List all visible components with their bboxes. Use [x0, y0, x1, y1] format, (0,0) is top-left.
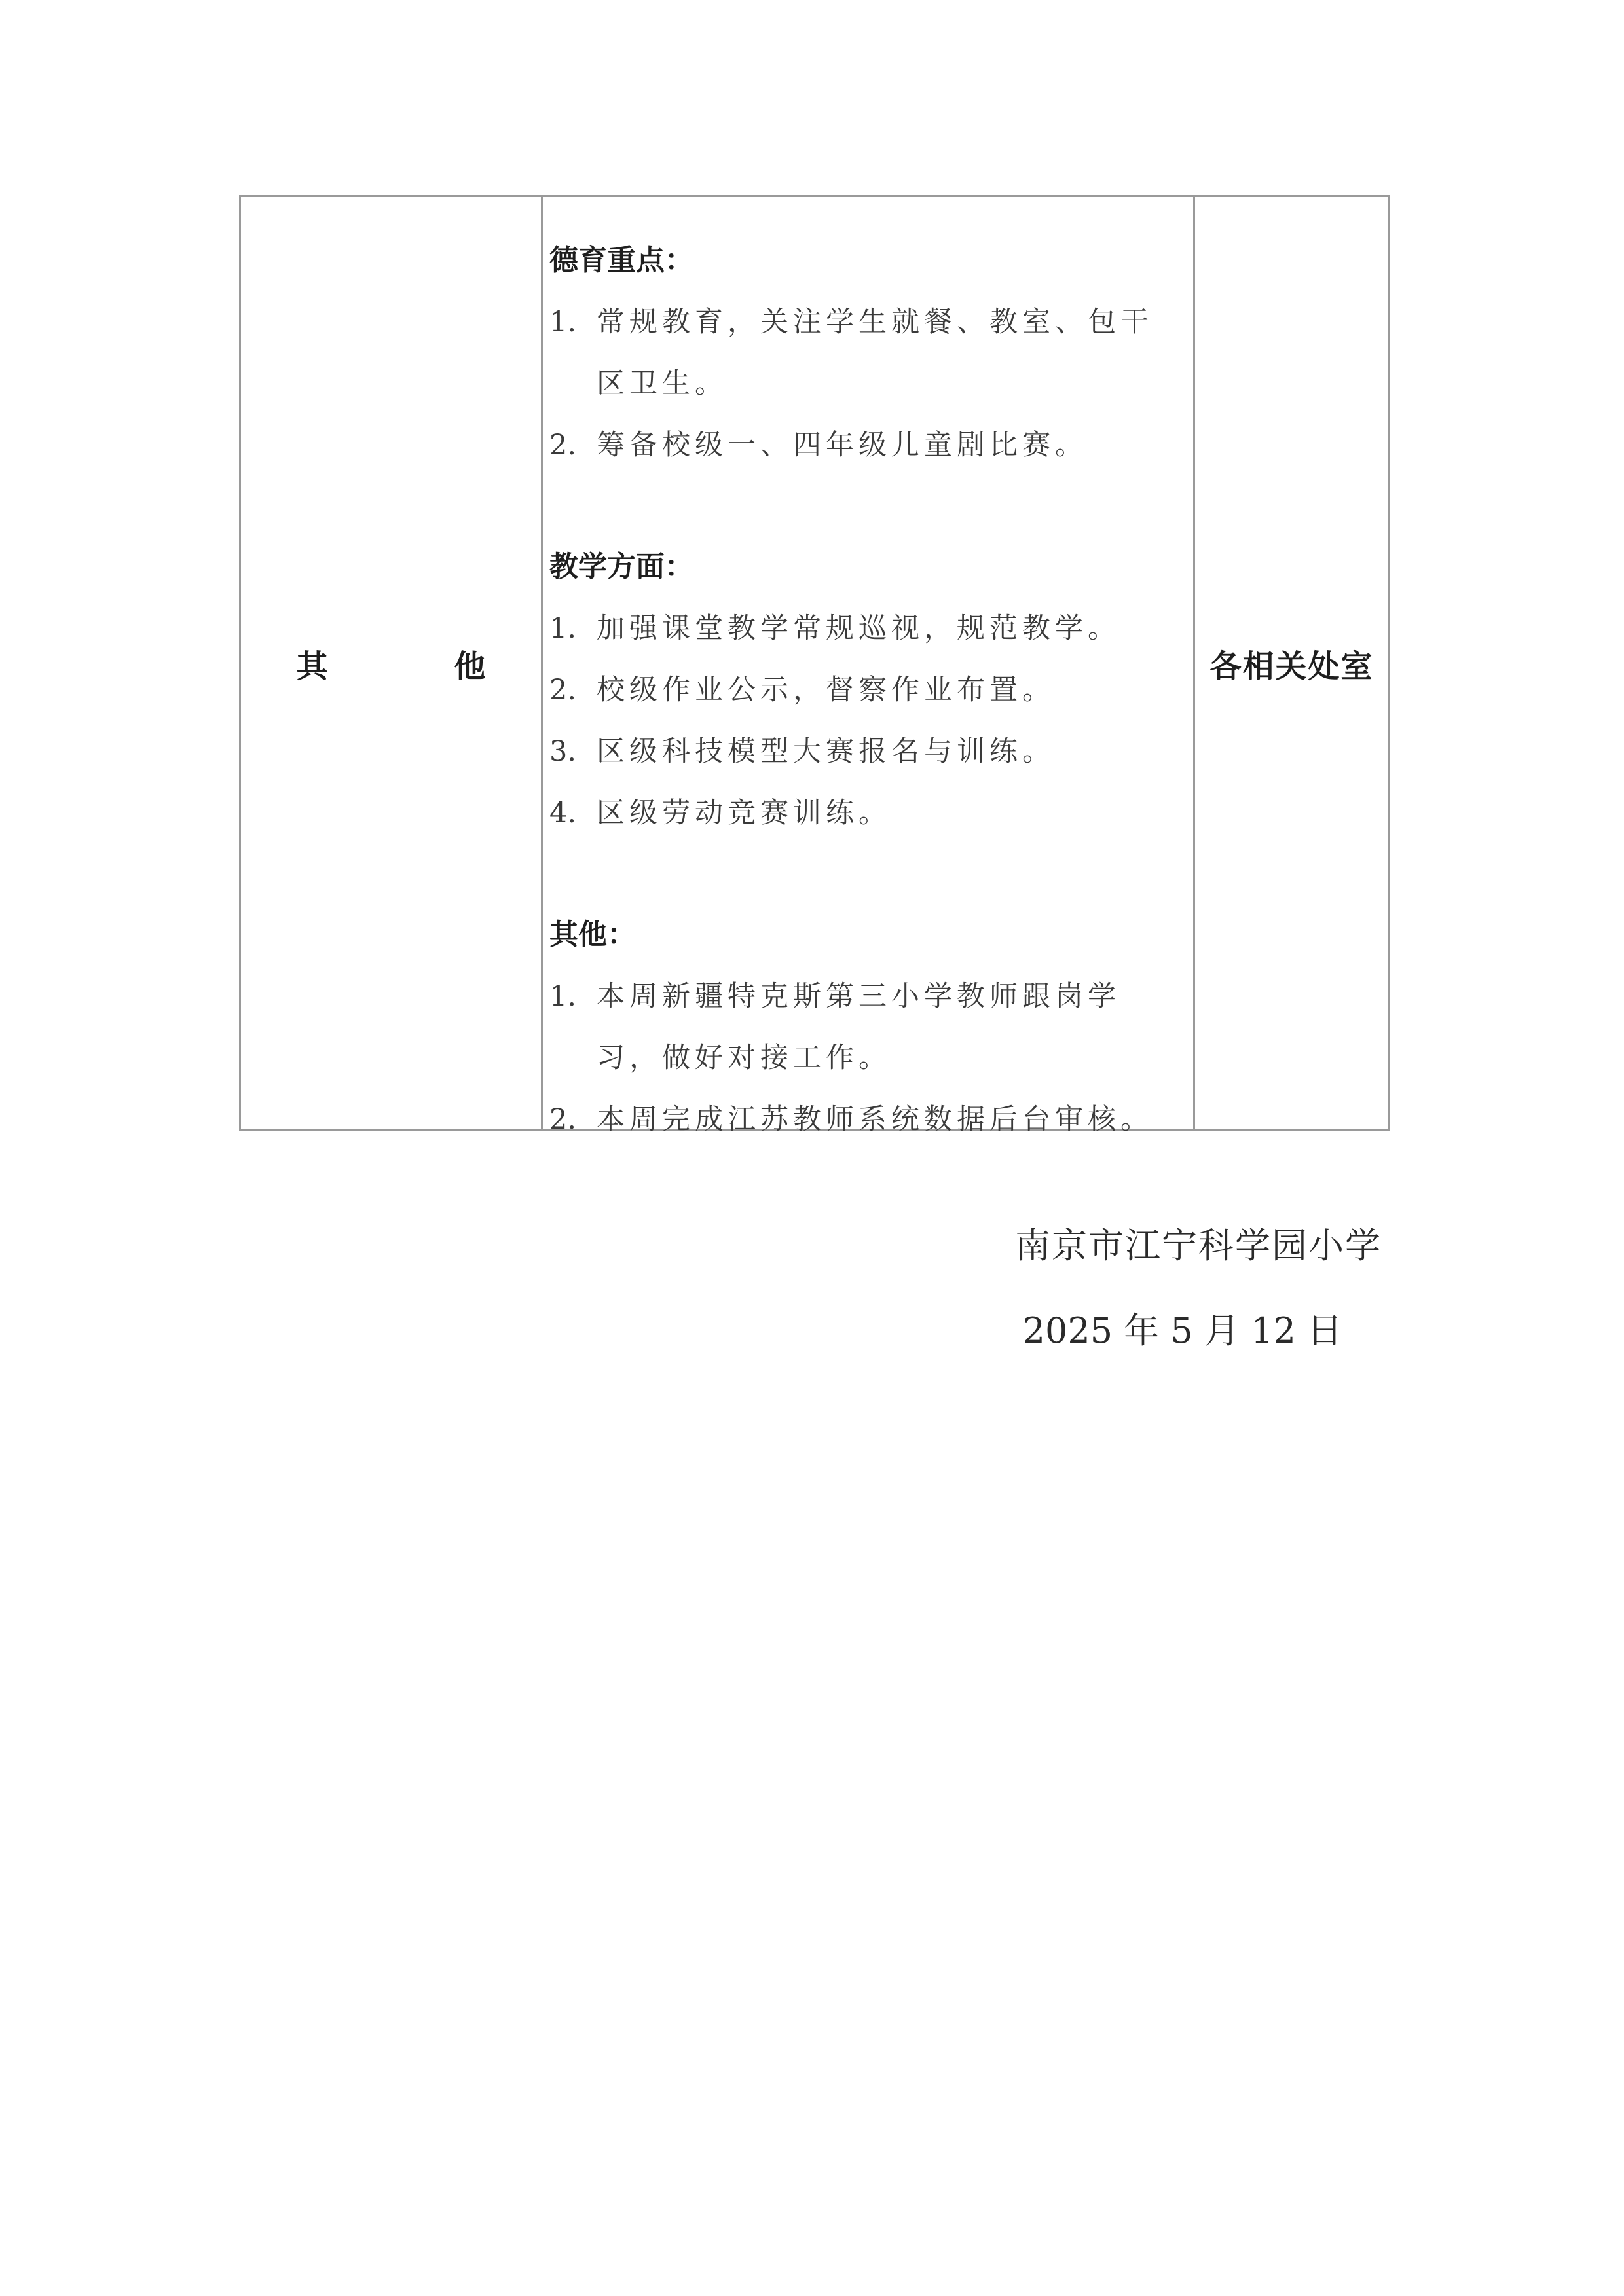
school-name: 南京市江宁科学园小学 — [1015, 1225, 1382, 1266]
section-teaching — [549, 536, 1193, 844]
list-item — [549, 782, 1193, 844]
list-item — [549, 1089, 1193, 1150]
item-number: 3. — [549, 735, 577, 768]
category-cell — [241, 197, 543, 1129]
list-item — [549, 414, 1193, 476]
list-item — [549, 966, 1193, 1089]
section-title: 其他： — [549, 918, 636, 951]
list-item — [549, 598, 1193, 659]
item-text: 区级劳动竞赛训练。 — [597, 797, 891, 829]
work-plan-table — [239, 195, 1390, 1136]
section-other — [549, 904, 1193, 1150]
item-text: 加强课堂教学常规巡视，规范教学。 — [597, 612, 1120, 645]
list-item — [549, 659, 1193, 721]
section-title: 教学方面： — [549, 550, 693, 583]
item-number: 1. — [549, 980, 577, 1013]
list-item — [549, 291, 1193, 414]
section-spacer — [549, 476, 1193, 536]
content-cell — [543, 197, 1195, 1136]
item-text: 常规教育，关注学生就餐、教室、包干区卫生。 — [597, 306, 1153, 400]
item-number: 2. — [549, 429, 577, 462]
section-moral-education — [549, 230, 1193, 476]
section-title: 德育重点： — [549, 244, 693, 277]
section-spacer — [549, 844, 1193, 904]
item-text: 本周完成江苏教师系统数据后台审核。 — [597, 1103, 1153, 1136]
item-text: 筹备校级一、四年级儿童剧比赛。 — [597, 429, 1088, 462]
department-label: 各相关处室 — [1209, 647, 1374, 685]
item-text: 区级科技模型大赛报名与训练。 — [597, 735, 1055, 768]
department-cell — [1195, 197, 1388, 1129]
item-number: 2. — [549, 674, 577, 706]
item-text: 校级作业公示，督察作业布置。 — [597, 674, 1055, 706]
document-date: 2025 年 5 月 12 日 — [1022, 1310, 1342, 1351]
item-number: 4. — [549, 797, 577, 829]
list-item — [549, 721, 1193, 782]
item-text: 本周新疆特克斯第三小学教师跟岗学习，做好对接工作。 — [597, 980, 1120, 1074]
category-label: 其 他 — [296, 647, 544, 685]
signature-block — [1015, 1203, 1382, 1374]
item-number: 1. — [549, 612, 577, 645]
item-number: 2. — [549, 1103, 577, 1136]
item-number: 1. — [549, 306, 577, 338]
